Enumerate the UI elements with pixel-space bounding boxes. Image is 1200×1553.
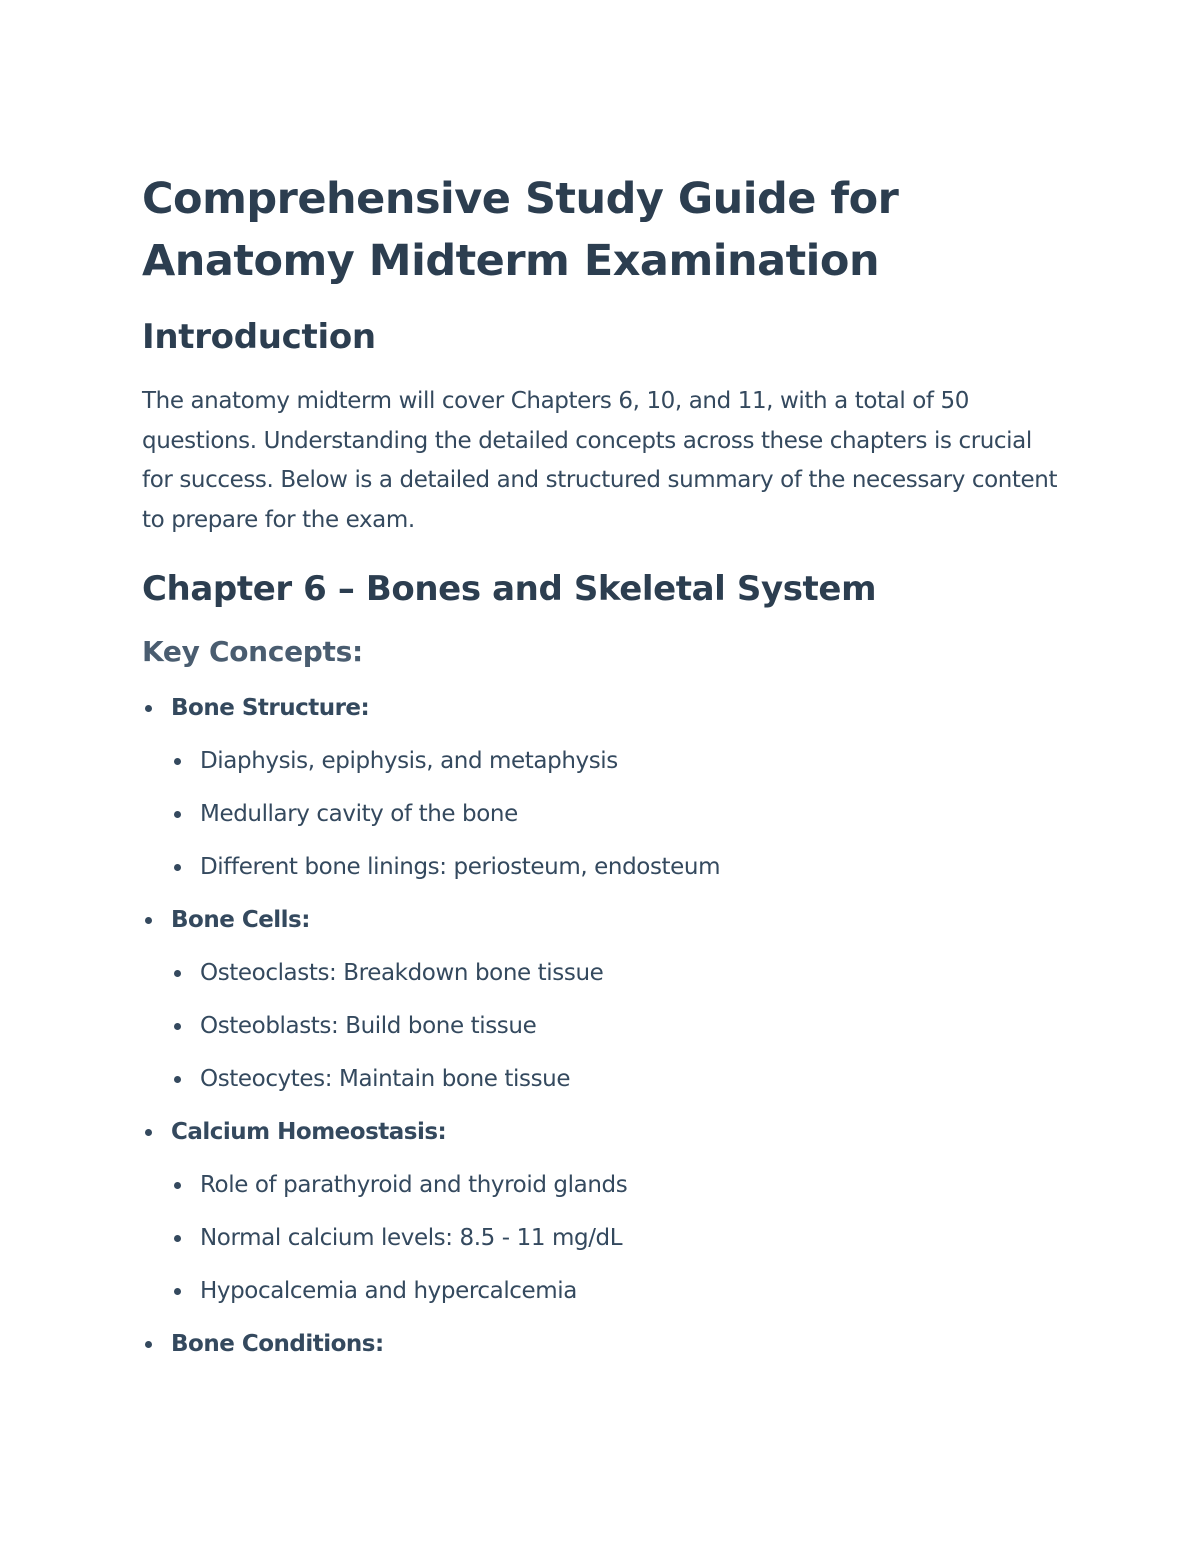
- topic-list: [142, 688, 1062, 1364]
- list-item-text: Osteocytes: Maintain bone tissue: [200, 1066, 571, 1092]
- bullet-icon: [174, 758, 181, 765]
- topic-label: Bone Conditions:: [171, 1331, 384, 1357]
- bullet-icon: [174, 1235, 181, 1242]
- bullet-icon: [174, 970, 181, 977]
- list-item: [171, 1006, 1062, 1046]
- list-item-text: Hypocalcemia and hypercalcemia: [200, 1278, 577, 1304]
- key-concepts-subheading: Key Concepts:: [142, 635, 363, 668]
- detail-list: [171, 741, 1062, 887]
- list-item: [171, 1165, 1062, 1205]
- list-item-text: Role of parathyroid and thyroid glands: [200, 1172, 628, 1198]
- topic-calcium-homeostasis: [142, 1112, 1062, 1311]
- bullet-icon: [174, 1288, 181, 1295]
- document-title: Comprehensive Study Guide for Anatomy Midterm Examination: [142, 174, 899, 286]
- list-item: [171, 1059, 1062, 1099]
- list-item: [171, 953, 1062, 993]
- list-item-text: Diaphysis, epiphysis, and metaphysis: [200, 748, 618, 774]
- bullet-icon: [174, 1023, 181, 1030]
- topic-label: Bone Cells:: [171, 907, 310, 933]
- bullet-icon: [174, 1076, 181, 1083]
- bullet-icon: [145, 917, 152, 924]
- list-item: [171, 1271, 1062, 1311]
- bullet-icon: [145, 705, 152, 712]
- list-item: [171, 794, 1062, 834]
- topic-bone-conditions: [142, 1324, 1062, 1364]
- introduction-paragraph: The anatomy midterm will cover Chapters 6, 10, and 11, with a total of 50 questions. Understanding the detailed concepts across these chapters is crucial for success. Below is a detailed and structured summary of the necessary content to prepare for the exam.: [142, 388, 1058, 533]
- list-item: [171, 741, 1062, 781]
- list-item-text: Medullary cavity of the bone: [200, 801, 518, 827]
- topic-label: Bone Structure:: [171, 695, 370, 721]
- bullet-icon: [174, 811, 181, 818]
- introduction-heading: Introduction: [142, 317, 376, 357]
- list-item-text: Different bone linings: periosteum, endosteum: [200, 854, 721, 880]
- detail-list: [171, 1165, 1062, 1311]
- topic-bone-structure: [142, 688, 1062, 887]
- list-item-text: Osteoclasts: Breakdown bone tissue: [200, 960, 604, 986]
- document-page: [142, 168, 1062, 1377]
- topic-label: Calcium Homeostasis:: [171, 1119, 447, 1145]
- list-item: [171, 847, 1062, 887]
- list-item-text: Osteoblasts: Build bone tissue: [200, 1013, 537, 1039]
- bullet-icon: [145, 1341, 152, 1348]
- bullet-icon: [174, 1182, 181, 1189]
- bullet-icon: [145, 1129, 152, 1136]
- list-item: [171, 1218, 1062, 1258]
- bullet-icon: [174, 864, 181, 871]
- chapter-6-heading: Chapter 6 – Bones and Skeletal System: [142, 569, 877, 609]
- list-item-text: Normal calcium levels: 8.5 - 11 mg/dL: [200, 1225, 623, 1251]
- topic-bone-cells: [142, 900, 1062, 1099]
- detail-list: [171, 953, 1062, 1099]
